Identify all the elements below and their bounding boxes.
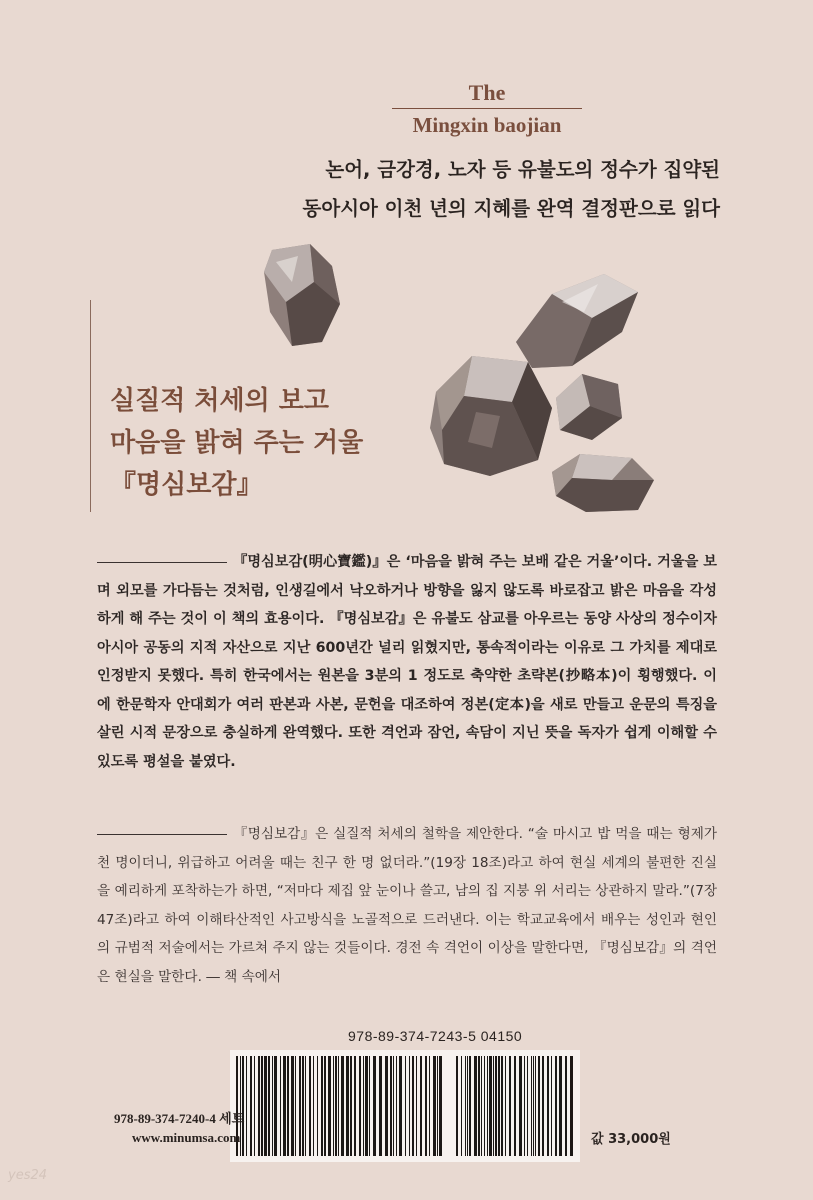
crystal-image-4	[552, 372, 624, 442]
headline-line2: 동아시아 이천 년의 지혜를 완역 결정판으로 읽다	[302, 197, 720, 220]
headline	[120, 150, 720, 228]
paragraph-lead-rule	[97, 562, 227, 563]
publisher-website: www.minumsa.com	[132, 1130, 241, 1145]
description-paragraph-1	[97, 548, 717, 776]
tagline-line2: 마음을 밝혀 주는 거울	[110, 428, 364, 458]
tagline	[110, 380, 450, 506]
crystal-image-1	[262, 242, 344, 350]
watermark: yes24	[8, 1168, 48, 1183]
series-title-line2: Mingxin baojian	[412, 113, 562, 137]
price: 값 33,000원	[591, 1132, 671, 1147]
paragraph-1-text: 『명심보감(明心寶鑑)』은 ‘마음을 밝혀 주는 보배 같은 거울’이다. 거울을 보며 외모를 가다듬는 것처럼, 인생길에서 낙오하거나 방향을 잃지 않도록 바로잡고 밝은 마음을 각성하게 해 주는 것이 이 책의 효용이다. 『명심보감』은 유불도 삼교를 아우르는 동양 사상의 정수이자 아시아 공동의 지적 자산으로 지난 600년간 널리 읽혔지만, 통속적이라는 이유로 그 가치를 제대로 인정받지 못했다. 특히 한국에서는 원본을 3분의 1 정도로 축약한 초략본(抄略本)이 횡행했다. 이에 한문학자 안대회가 여러 판본과 사본, 문헌을 대조하여 정본(定本)을 새로 만들고 운문의 특징을 살린 시적 문장으로 충실하게 완역했다. 또한 격언과 잠언, 속담이 지닌 뜻을 독자가 쉽게 이해할 수 있도록 평설을 붙였다.	[97, 554, 717, 770]
series-title	[392, 80, 582, 137]
tagline-line3: 『명심보감』	[110, 470, 263, 500]
tagline-line1: 실질적 처세의 보고	[110, 386, 330, 416]
isbn-number: 978-89-374-7243-5 04150	[348, 1028, 523, 1044]
headline-line1: 논어, 금강경, 노자 등 유불도의 정수가 집약된	[325, 158, 720, 181]
crystal-image-5	[550, 452, 656, 514]
vertical-accent-rule	[90, 300, 91, 512]
paragraph-lead-rule	[97, 834, 227, 835]
description-paragraph-2	[97, 820, 717, 991]
series-title-divider	[392, 108, 582, 109]
barcode	[230, 1050, 580, 1162]
paragraph-2-text: 『명심보감』은 실질적 처세의 철학을 제안한다. “술 마시고 밥 먹을 때는 형제가 천 명이더니, 위급하고 어려울 때는 친구 한 명 없더라.”(19장 18조)라고 하여 현실 세계의 불편한 진실을 예리하게 포착하는가 하면, “저마다 제집 앞 눈이나 쓸고, 남의 집 지붕 위 서리는 상관하지 말라.”(7장 47조)라고 하여 이해타산적인 사고방식을 노골적으로 드러낸다. 이는 학교교육에서 배우는 성인과 현인의 규범적 저술에서는 가르쳐 주지 않는 것들이다. 경전 속 격언이 이상을 말한다면, 『명심보감』의 격언은 현실을 말한다. ― 책 속에서	[97, 826, 717, 985]
series-title-line1: The	[468, 80, 506, 105]
set-isbn: 978-89-374-7240-4 세트	[114, 1111, 245, 1126]
